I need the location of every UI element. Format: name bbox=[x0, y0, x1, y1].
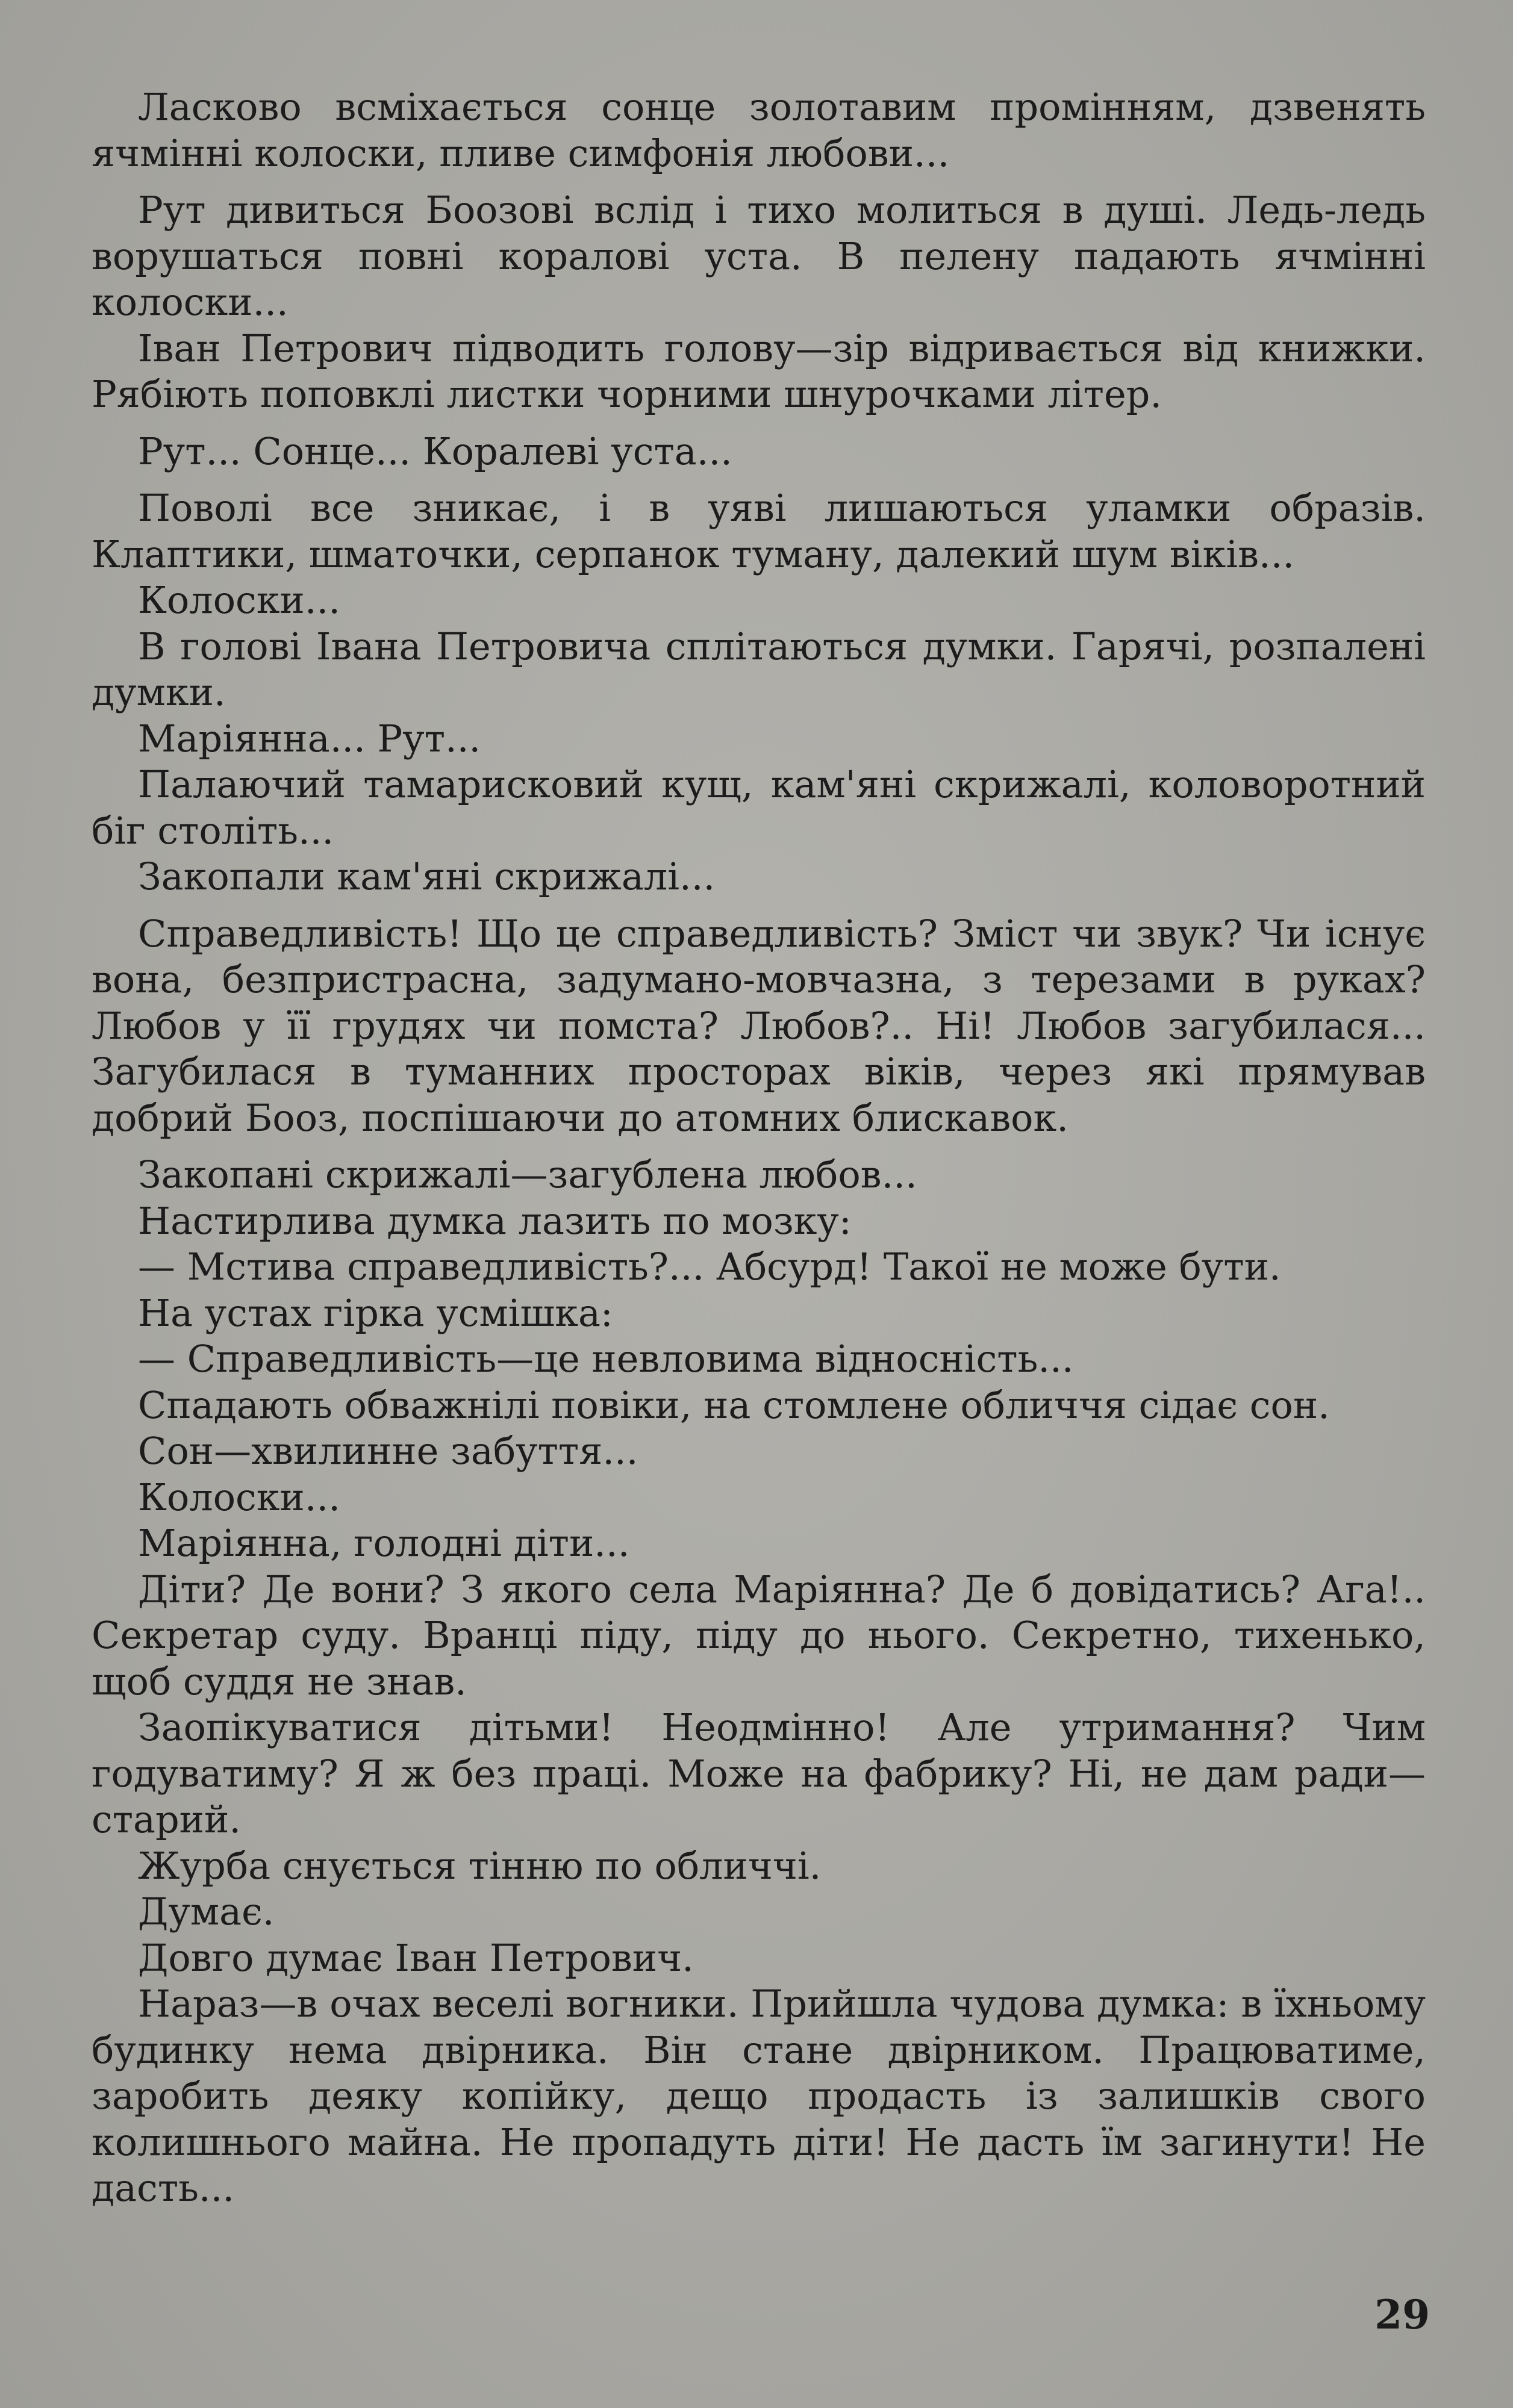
paragraph: Заопікуватися дітьми! Неодмінно! Але утримання? Чим годуватиму? Я ж без праці. Може на фабрику? Ні, не дам ради— старий. bbox=[92, 1705, 1426, 1841]
paragraph: Колоски... bbox=[138, 578, 340, 622]
paragraph: Ласково всміхається сонце золотавим промінням, дзвенять ячмінні колоски, пливе симфонія любови... bbox=[92, 85, 1426, 175]
paragraph: Діти? Де вони? З якого села Маріянна? Де б довідатись? Ага!.. Секретар суду. Вранці піду, піду до нього. Секретно, тихенько, щоб суддя не знав. bbox=[92, 1567, 1426, 1703]
paragraph: Палаючий тамарисковий кущ, кам'яні скрижалі, коловоротний біг століть... bbox=[92, 762, 1426, 853]
paragraph: Рут... Сонце... Коралеві уста... bbox=[138, 429, 732, 473]
paragraph: Поволі все зникає, і в уяві лишаються уламки образів. Клаптики, шматочки, серпанок туману, далекий шум віків... bbox=[92, 486, 1426, 576]
paragraph: Спадають обважнілі повіки, на стомлене обличчя сідає сон. bbox=[138, 1383, 1330, 1427]
paragraph: В голові Івана Петровича сплітаються думки. Гарячі, розпалені думки. bbox=[92, 624, 1426, 714]
paragraph: Довго думає Іван Петрович. bbox=[138, 1935, 694, 1980]
paragraph: Колоски... bbox=[138, 1475, 340, 1519]
page-text bbox=[92, 84, 1426, 2212]
paragraph: Настирлива думка лазить по мозку: bbox=[138, 1198, 852, 1243]
paragraph: Маріянна... Рут... bbox=[138, 716, 481, 761]
page-number: 29 bbox=[1374, 2291, 1430, 2338]
paragraph: Справедливість! Що це справедливість? Зміст чи звук? Чи існує вона, безпристрасна, задумано-мовчазна, з терезами в руках? Любов у її грудях чи помста? Любов?.. Ні! Любов загубилася... Загубилася в туманних просторах віків, через які прямував добрий Бооз, поспішаючи до атомних блискавок. bbox=[92, 911, 1426, 1140]
paragraph: — Справедливість—це невловима відносність... bbox=[138, 1337, 1074, 1381]
paragraph: Сон—хвилинне забуття... bbox=[138, 1429, 638, 1473]
paragraph: — Мстива справедливість?... Абсурд! Такої не може бути. bbox=[138, 1245, 1281, 1289]
paragraph: Думає. bbox=[138, 1890, 275, 1934]
paragraph: Рут дивиться Боозові вслід і тихо молиться в душі. Ледь-ледь ворушаться повні коралові уста. В пелену падають ячмінні колоски... bbox=[92, 188, 1426, 324]
paragraph: Закопані скрижалі—загублена любов... bbox=[138, 1153, 917, 1196]
paragraph: На устах гірка усмішка: bbox=[138, 1290, 613, 1335]
paragraph: Маріянна, голодні діти... bbox=[138, 1521, 630, 1565]
paragraph: Іван Петрович підводить голову—зір відривається від книжки. Рябіють поповклі листки чорними шнурочками літер. bbox=[92, 326, 1426, 416]
paragraph: Нараз—в очах веселі вогники. Прийшла чудова думка: в їхньому будинку нема двірника. Він стане двірником. Працюватиме, заробить деяку копійку, дещо продасть із залишків свого колишнього майна. Не пропадуть діти! Не дасть їм загинути! Не дасть... bbox=[92, 1982, 1426, 2210]
paragraph: Закопали кам'яні скрижалі... bbox=[138, 854, 716, 898]
paragraph: Журба снується тінню по обличчі. bbox=[138, 1843, 822, 1888]
